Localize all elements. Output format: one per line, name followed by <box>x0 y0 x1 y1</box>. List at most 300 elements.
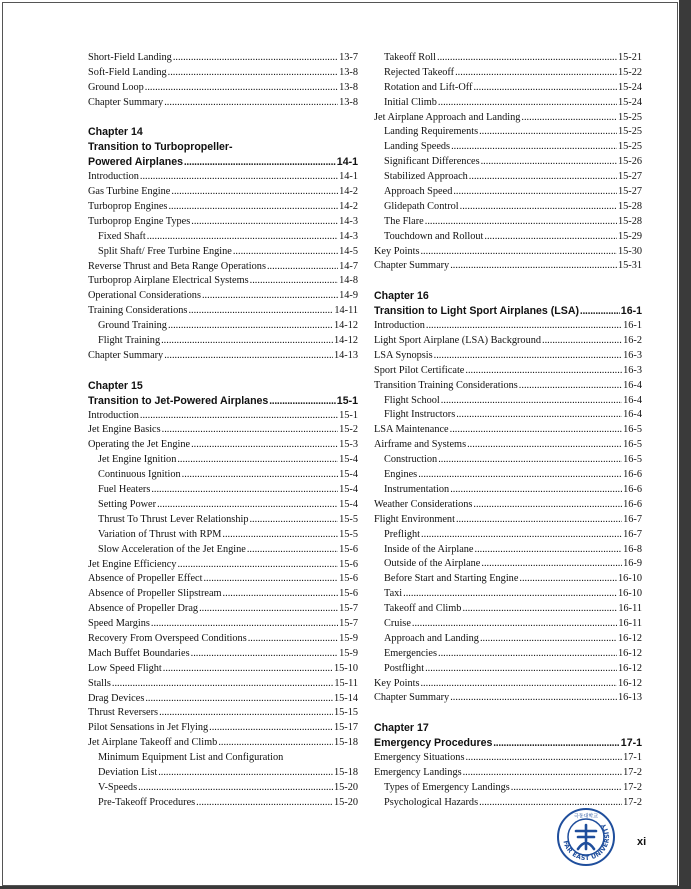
entry-title: Turboprop Airplane Electrical Systems <box>88 275 249 287</box>
toc-entry <box>374 691 642 706</box>
toc-entry <box>374 751 642 766</box>
entry-title: Mach Buffet Boundaries <box>88 647 190 659</box>
page-ref: 14-8 <box>339 275 358 287</box>
page-ref: 15-3 <box>339 439 358 451</box>
toc-entry <box>88 349 358 364</box>
page-ref: 15-28 <box>617 215 642 227</box>
dot-leader <box>412 617 617 632</box>
toc-subentry <box>374 781 642 796</box>
dot-leader <box>484 230 617 245</box>
entry-title: Landing Requirements <box>384 126 479 138</box>
entry-title: Jet Engine Efficiency <box>88 558 177 570</box>
dot-leader <box>421 528 622 543</box>
page-ref: 15-4 <box>339 469 358 481</box>
page-ref: 13-8 <box>339 66 358 78</box>
dot-leader <box>438 96 617 111</box>
entry-title: Fuel Heaters <box>98 484 151 496</box>
dot-leader <box>177 558 338 573</box>
toc-subentry <box>374 453 642 468</box>
dot-leader <box>481 557 622 572</box>
toc-entry <box>88 185 358 200</box>
entry-title: Initial Climb <box>384 96 437 108</box>
toc-entry <box>88 215 358 230</box>
page-ref: 14-1 <box>336 156 358 169</box>
entry-title: Absence of Propeller Drag <box>88 603 199 615</box>
entry-title: Powered Airplanes <box>88 156 183 169</box>
chapter-heading: Chapter 15 <box>88 379 143 392</box>
page-ref: 16-11 <box>618 603 642 615</box>
page-ref: 15-27 <box>617 171 642 183</box>
toc-subentry <box>374 51 642 66</box>
page-ref: 16-10 <box>617 573 642 585</box>
entry-title: Setting Power <box>98 498 157 510</box>
page-shadow-right <box>679 0 691 889</box>
page-ref: 16-12 <box>617 647 642 659</box>
toc-entry <box>88 51 358 66</box>
toc-subentry <box>374 572 642 587</box>
chapter-title <box>374 304 642 319</box>
page-ref: 16-3 <box>623 349 642 361</box>
dot-leader <box>455 66 617 81</box>
page-ref: 14-2 <box>339 201 358 213</box>
toc-subentry <box>374 215 642 230</box>
toc-entry <box>88 692 358 707</box>
dot-leader <box>519 572 617 587</box>
toc-entry <box>88 558 358 573</box>
page-ref: 17-2 <box>623 766 642 778</box>
entry-title: Flight Instructors <box>384 409 456 421</box>
spacer <box>88 111 358 126</box>
toc-subentry <box>374 140 642 155</box>
page-ref: 14-7 <box>339 260 358 272</box>
entry-title: The Flare <box>384 215 424 227</box>
seal-ring-text: FAR EAST UNIVERSITY <box>561 821 612 863</box>
toc-subentry <box>374 185 642 200</box>
toc-entry <box>88 66 358 81</box>
entry-title: V-Speeds <box>98 781 138 793</box>
dot-leader <box>434 349 622 364</box>
dot-leader <box>168 319 333 334</box>
entry-title: Turboprop Engines <box>88 201 168 213</box>
page-ref: 16-12 <box>617 677 642 689</box>
page-ref: 14-9 <box>339 290 358 302</box>
dot-leader <box>475 543 623 558</box>
entry-title: Introduction <box>88 409 139 421</box>
page-ref: 15-10 <box>333 662 358 674</box>
dot-leader <box>140 409 338 424</box>
dot-leader <box>463 766 623 781</box>
page-ref: 16-3 <box>623 364 642 376</box>
toc-entry <box>88 602 358 617</box>
toc-subentry <box>88 498 358 513</box>
toc-entry <box>88 409 358 424</box>
dot-leader <box>188 304 333 319</box>
dot-leader <box>450 483 622 498</box>
page-ref: 15-2 <box>339 424 358 436</box>
dot-leader <box>247 543 338 558</box>
page-ref: 16-4 <box>623 394 642 406</box>
page-ref: 15-18 <box>333 766 358 778</box>
page-ref: 15-5 <box>339 513 358 525</box>
page-ref: 15-9 <box>339 632 358 644</box>
toc-entry <box>374 766 642 781</box>
page-ref: 14-11 <box>334 305 358 317</box>
dot-leader <box>223 587 339 602</box>
dot-leader <box>182 468 338 483</box>
page-ref: 15-28 <box>617 200 642 212</box>
dot-leader <box>479 125 617 140</box>
page-ref: 17-1 <box>623 752 642 764</box>
toc-entry <box>88 170 358 185</box>
dot-leader <box>196 796 333 811</box>
entry-title: Flight School <box>384 394 440 406</box>
toc-subentry <box>88 319 358 334</box>
toc-subentry <box>374 96 642 111</box>
page-ref: 16-12 <box>617 632 642 644</box>
toc-entry <box>88 438 358 453</box>
entry-title: Thrust To Thrust Lever Relationship <box>98 513 249 525</box>
entry-title: Thrust Reversers <box>88 707 159 719</box>
dot-leader <box>437 51 617 66</box>
toc-subentry <box>374 66 642 81</box>
dot-leader <box>184 156 336 170</box>
page-ref: 14-3 <box>339 230 358 242</box>
dot-leader <box>248 632 338 647</box>
toc-entry <box>374 423 642 438</box>
page-ref: 16-1 <box>620 305 642 318</box>
entry-title: Short-Field Landing <box>88 52 172 63</box>
entry-title: Cruise <box>384 617 411 629</box>
entry-title: Psychological Hazards <box>384 796 479 808</box>
dot-leader <box>158 766 333 781</box>
dot-leader <box>161 334 333 349</box>
entry-title: Emergencies <box>384 647 437 659</box>
university-seal-icon <box>556 807 616 867</box>
page-ref: 15-6 <box>339 588 358 600</box>
entry-title: LSA Maintenance <box>374 424 449 436</box>
entry-title: Continuous Ignition <box>98 469 181 481</box>
dot-leader <box>250 274 338 289</box>
dot-leader <box>157 498 338 513</box>
toc-subentry <box>88 543 358 558</box>
entry-title: Before Start and Starting Engine <box>384 573 519 585</box>
toc-entry <box>88 289 358 304</box>
toc-entry <box>88 721 358 736</box>
page-ref: 13-8 <box>339 96 358 108</box>
dot-leader <box>173 51 338 66</box>
entry-title: Deviation List <box>98 766 158 778</box>
toc-subentry <box>374 230 642 245</box>
entry-title: Ground Training <box>98 320 167 332</box>
toc-entry <box>374 349 642 364</box>
toc-subentry <box>374 483 642 498</box>
page-ref: 14-1 <box>339 171 358 183</box>
page-ref: 15-27 <box>617 186 642 198</box>
page-ref: 16-4 <box>623 379 642 391</box>
toc-entry <box>374 111 642 126</box>
dot-leader <box>580 305 620 319</box>
page-ref: 15-20 <box>333 781 358 793</box>
dot-leader <box>451 140 617 155</box>
dot-leader <box>420 677 616 692</box>
page-ref: 14-12 <box>333 320 358 332</box>
entry-title: Slow Acceleration of the Jet Engine <box>98 543 246 555</box>
page-ref: 16-4 <box>623 409 642 421</box>
toc-subentry <box>374 394 642 409</box>
page-ref: 16-12 <box>617 662 642 674</box>
page-ref: 15-24 <box>617 96 642 108</box>
toc-entry <box>374 319 642 334</box>
entry-title: Taxi <box>384 588 403 600</box>
page-ref: 15-4 <box>339 484 358 496</box>
page-ref: 14-2 <box>339 186 358 198</box>
entry-title: Key Points <box>374 677 420 689</box>
toc-entry <box>88 96 358 111</box>
page-ref: 15-31 <box>617 260 642 272</box>
toc-subentry <box>374 200 642 215</box>
dot-leader <box>168 66 338 81</box>
entry-title: Jet Engine Ignition <box>98 454 177 466</box>
toc-entry <box>374 513 642 528</box>
dot-leader <box>147 230 338 245</box>
dot-leader <box>145 692 333 707</box>
dot-leader <box>202 289 338 304</box>
dot-leader <box>467 438 622 453</box>
dot-leader <box>171 185 338 200</box>
toc-subentry <box>88 528 358 543</box>
chapter-title <box>88 394 358 409</box>
page-ref: 16-9 <box>623 558 642 570</box>
page-ref: 16-2 <box>623 335 642 347</box>
entry-title: Drag Devices <box>88 692 145 704</box>
entry-title: Types of Emergency Landings <box>384 781 510 793</box>
page-ref: 16-1 <box>623 320 642 332</box>
toc-subentry <box>88 513 358 528</box>
toc-entry <box>88 736 358 751</box>
toc-subentry <box>374 587 642 602</box>
page-ref: 15-11 <box>334 677 358 689</box>
page-ref: 16-8 <box>623 543 642 555</box>
entry-title: Transition Training Considerations <box>374 379 518 391</box>
entry-title: Introduction <box>374 320 425 332</box>
dot-leader <box>267 260 338 275</box>
dot-leader <box>418 468 622 483</box>
dot-leader <box>191 215 338 230</box>
page-ref: 15-25 <box>617 141 642 153</box>
entry-title: Reverse Thrust and Beta Range Operations <box>88 260 266 272</box>
dot-leader <box>420 245 616 260</box>
toc-entry <box>88 260 358 275</box>
toc-subentry <box>88 468 358 483</box>
page-ref: 14-13 <box>333 349 358 361</box>
dot-leader <box>519 379 622 394</box>
toc-subentry <box>88 230 358 245</box>
chapter-title <box>88 155 358 170</box>
dot-leader <box>493 737 619 751</box>
toc-entry <box>374 259 642 274</box>
dot-leader <box>199 602 338 617</box>
dot-leader <box>469 170 617 185</box>
page-ref: 15-15 <box>333 707 358 719</box>
entry-title: Engines <box>384 469 418 481</box>
dot-leader <box>163 662 333 677</box>
dot-leader <box>159 706 333 721</box>
dot-leader <box>511 781 622 796</box>
toc-subentry <box>374 543 642 558</box>
page-ref: 15-1 <box>339 409 358 421</box>
entry-title: Jet Engine Basics <box>88 424 161 436</box>
entry-title: Ground Loop <box>88 81 144 93</box>
dot-leader <box>438 647 617 662</box>
entry-title: Airframe and Systems <box>374 439 467 451</box>
page-ref: 17-2 <box>623 796 642 808</box>
dot-leader <box>140 170 338 185</box>
chapter-heading: Chapter 14 <box>88 126 143 139</box>
entry-title: Pilot Sensations in Jet Flying <box>88 722 209 734</box>
toc-right-column <box>374 51 642 811</box>
toc-subentry <box>88 796 358 811</box>
page-ref: 15-22 <box>617 66 642 78</box>
page-ref: 15-5 <box>339 528 358 540</box>
page-ref: 15-7 <box>339 603 358 615</box>
entry-title: Approach Speed <box>384 186 453 198</box>
dot-leader <box>191 647 339 662</box>
page-ref: 15-6 <box>339 558 358 570</box>
page-ref: 16-11 <box>618 617 642 629</box>
entry-title: Transition to Jet-Powered Airplanes <box>88 394 269 407</box>
entry-title: Construction <box>384 454 438 466</box>
spacer <box>88 364 358 379</box>
entry-title: Touchdown and Rollout <box>384 230 484 242</box>
dot-leader <box>164 349 333 364</box>
page-ref: 14-5 <box>339 245 358 257</box>
entry-title: Outside of the Airplane <box>384 558 481 570</box>
page-ref: 15-26 <box>617 156 642 168</box>
dot-leader <box>168 200 338 215</box>
toc-subentry <box>88 453 358 468</box>
toc-entry <box>374 379 642 394</box>
page-ref: 16-6 <box>623 483 642 495</box>
dot-leader <box>425 662 617 677</box>
page-number: xi <box>637 836 647 848</box>
toc-entry <box>374 334 642 349</box>
entry-title: Flight Environment <box>374 513 455 525</box>
toc-entry <box>374 498 642 513</box>
toc-entry <box>88 81 358 96</box>
chapter-heading: Chapter 17 <box>374 722 429 735</box>
entry-title: Takeoff and Climb <box>384 603 462 615</box>
dot-leader <box>473 81 617 96</box>
dot-leader <box>453 185 617 200</box>
toc-subentry <box>374 408 642 423</box>
toc-subentry <box>374 155 642 170</box>
entry-title: Light Sport Airplane (LSA) Background <box>374 335 542 347</box>
dot-leader <box>151 617 338 632</box>
entry-title: Flight Training <box>98 335 161 347</box>
toc-subentry <box>88 781 358 796</box>
entry-title: Approach and Landing <box>384 632 479 644</box>
toc-subentry <box>88 245 358 260</box>
toc-left-column <box>88 51 358 811</box>
entry-title: Chapter Summary <box>374 692 450 704</box>
dot-leader <box>138 781 333 796</box>
dot-leader <box>462 602 617 617</box>
entry-title: Landing Speeds <box>384 141 451 153</box>
toc-subentry <box>374 125 642 140</box>
entry-title: Sport Pilot Certificate <box>374 364 465 376</box>
entry-title: Introduction <box>88 171 139 183</box>
entry-title: Jet Airplane Takeoff and Climb <box>88 737 218 749</box>
toc-subentry: Minimum Equipment List and Configuration <box>98 752 284 764</box>
page-ref: 15-4 <box>339 498 358 510</box>
entry-title: Inside of the Airplane <box>384 543 474 555</box>
page-ref: 14-3 <box>339 215 358 227</box>
entry-title: Emergency Landings <box>374 766 462 778</box>
toc-subentry <box>374 528 642 543</box>
entry-title: Stabilized Approach <box>384 171 468 183</box>
seal-top-text: 극동대학교 <box>573 813 599 820</box>
entry-title: Transition to Light Sport Airplanes (LSA) <box>374 305 580 318</box>
page-ref: 15-17 <box>333 722 358 734</box>
toc-entry <box>88 200 358 215</box>
dot-leader <box>162 423 338 438</box>
toc-subentry <box>88 483 358 498</box>
toc-entry <box>88 662 358 677</box>
page-ref: 16-6 <box>623 498 642 510</box>
page-ref: 15-29 <box>617 230 642 242</box>
entry-title: Emergency Procedures <box>374 737 493 750</box>
toc-entry <box>88 274 358 289</box>
dot-leader <box>222 528 338 543</box>
toc-subentry <box>88 766 358 781</box>
toc-entry <box>88 647 358 662</box>
toc-entry <box>374 438 642 453</box>
page-ref: 16-7 <box>623 513 642 525</box>
entry-title: Significant Differences <box>384 156 480 168</box>
entry-title: Instrumentation <box>384 483 450 495</box>
entry-title: Chapter Summary <box>88 96 164 108</box>
page-ref: 16-10 <box>617 588 642 600</box>
page-ref: 13-8 <box>339 81 358 93</box>
entry-title: Training Considerations <box>88 305 188 317</box>
page-ref: 15-25 <box>617 126 642 138</box>
page-ref: 16-5 <box>623 454 642 466</box>
toc-entry <box>88 677 358 692</box>
dot-leader <box>481 155 617 170</box>
page-ref: 16-6 <box>623 469 642 481</box>
toc-entry <box>374 677 642 692</box>
toc-entry <box>88 706 358 721</box>
toc-subentry <box>374 617 642 632</box>
toc-subentry <box>374 468 642 483</box>
entry-title: Speed Margins <box>88 618 150 630</box>
entry-title: Rejected Takeoff <box>384 66 455 78</box>
entry-title: Recovery From Overspeed Conditions <box>88 632 247 644</box>
page-ref: 17-1 <box>620 737 642 750</box>
toc-subentry <box>374 81 642 96</box>
dot-leader <box>425 215 617 230</box>
entry-title: Absence of Propeller Effect <box>88 573 203 585</box>
entry-title: Stalls <box>88 677 111 689</box>
entry-title: Low Speed Flight <box>88 662 162 674</box>
entry-title: Takeoff Roll <box>384 52 436 63</box>
page-ref: 15-7 <box>339 618 358 630</box>
page-ref: 13-7 <box>339 52 358 63</box>
dot-leader <box>151 483 338 498</box>
entry-title: Split Shaft/ Free Turbine Engine <box>98 245 232 257</box>
page-ref: 16-5 <box>623 424 642 436</box>
dot-leader <box>465 364 622 379</box>
